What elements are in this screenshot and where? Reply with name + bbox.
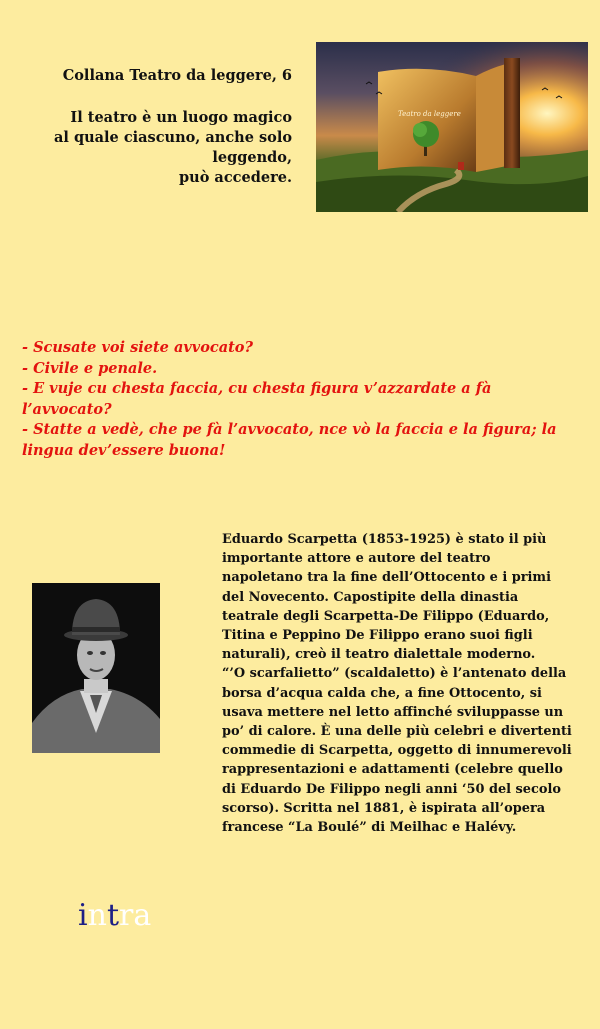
author-biography (222, 530, 572, 837)
cover-book-title: Teatro da leggere (398, 110, 461, 118)
dialogue-quotes (22, 338, 582, 461)
bio-paragraph: Eduardo Scarpetta (1853-1925) è stato il più importante attore e autore del teatro napoletano tra la fine dell’Ottocento e i primi del Novecento. Capostipite della dinastia teatrale degli Scarpetta-De Filippo (Eduardo, Titina e Peppino De Filippo erano suoi figli naturali), creò il teatro dialettale moderno. (222, 532, 551, 663)
logo-letter: i (78, 898, 88, 933)
quote-line: - E vuje cu chesta faccia, cu chesta figura v’azzardate a fà l’avvocato? (22, 380, 492, 418)
logo-letter: n (87, 898, 107, 933)
quote-line: - Statte a vedè, che pe fà l’avvocato, nce vò la faccia e la figura; la lingua dev’essere buona! (22, 421, 557, 459)
logo-letter: ra (119, 898, 152, 933)
logo-letter: t (106, 898, 119, 933)
series-title: Collana Teatro da leggere, 6 (62, 67, 292, 84)
bio-paragraph: “’O scarfalietto” (scaldaletto) è l’antenato della borsa d’acqua calda che, a fine Ottocento, si usava mettere nel letto affinché sviluppasse un po’ di calore. È una delle più celebri e divertenti commedie di Scarpetta, oggetto di innumerevoli rappresentazioni e adattamenti (celebre quello di Eduardo De Filippo negli anni ‘50 del secolo scorso). Scritta nel 1881, è ispirata all’opera francese “La Boulé” di Meilhac e Halévy. (222, 666, 572, 836)
tagline-line: al quale ciascuno, anche solo leggendo, (54, 129, 292, 166)
cover-illustration (316, 42, 588, 212)
tagline-line: Il teatro è un luogo magico (70, 109, 292, 126)
tagline-line: può accedere. (179, 169, 292, 186)
publisher-logo (78, 896, 151, 936)
quote-line: - Civile e penale. (22, 359, 158, 377)
tagline (0, 108, 292, 188)
quote-line: - Scusate voi siete avvocato? (22, 339, 253, 356)
author-portrait (32, 583, 160, 753)
